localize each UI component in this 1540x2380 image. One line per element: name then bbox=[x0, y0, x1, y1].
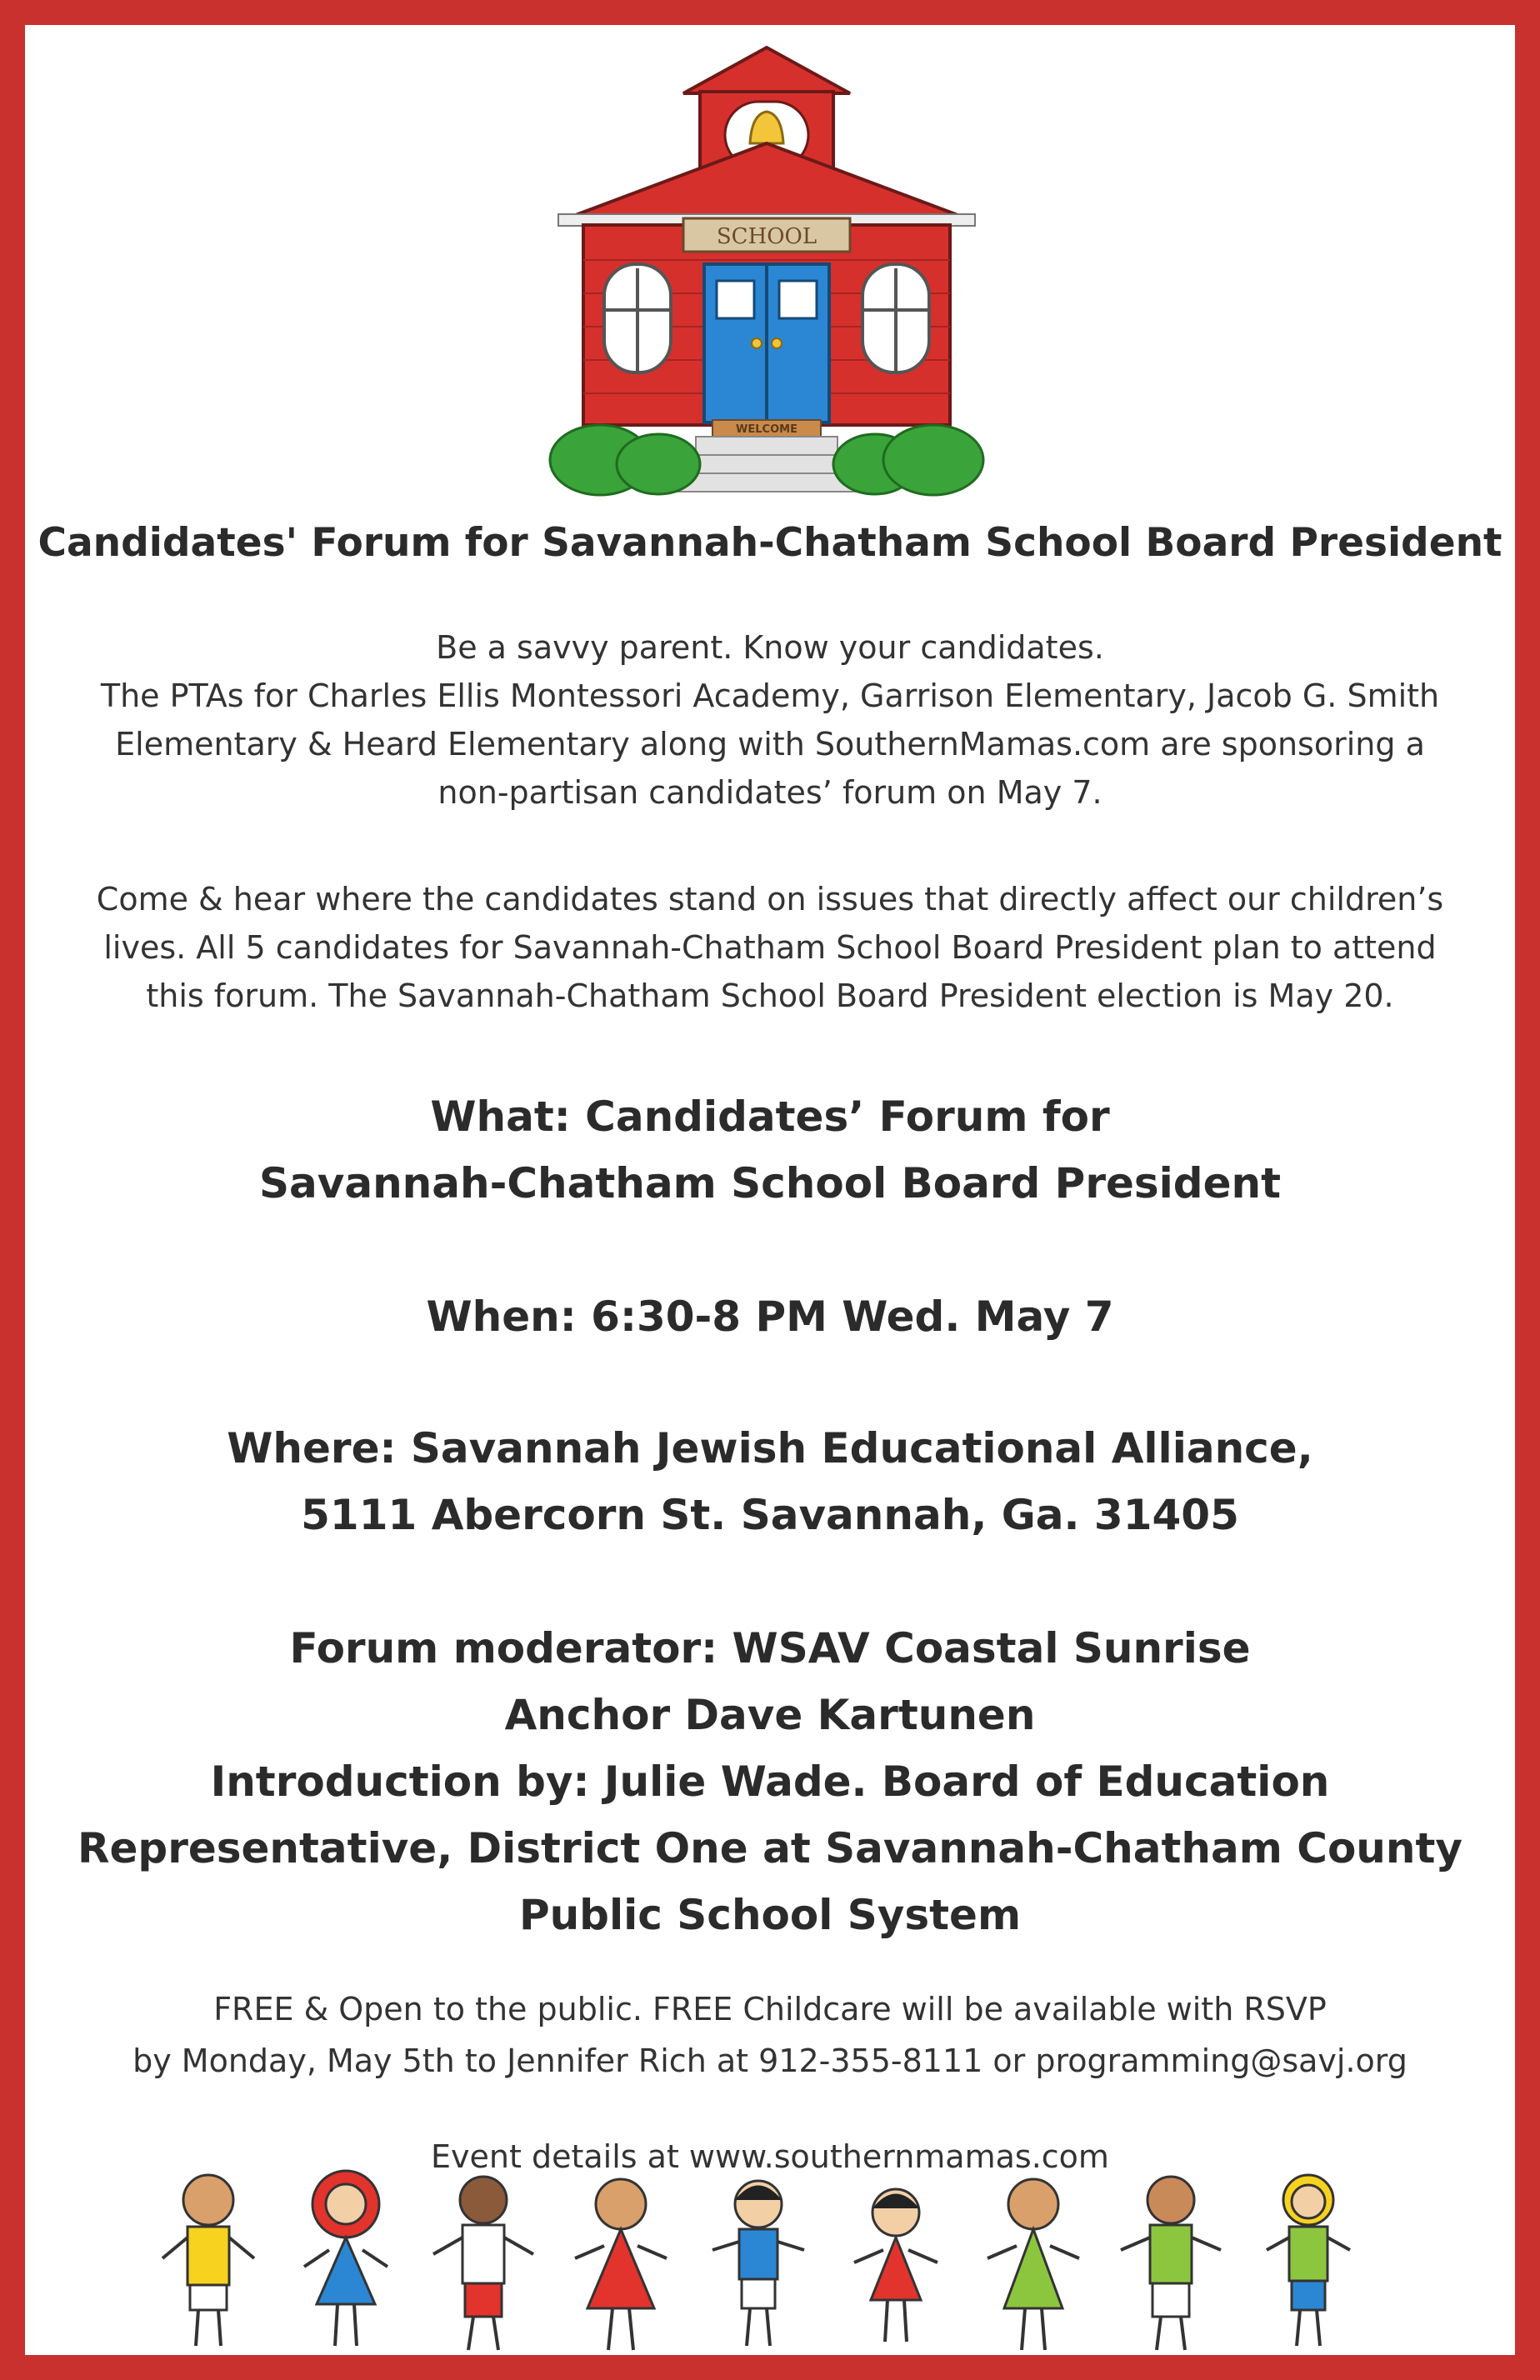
free-line-1: FREE & Open to the public. FREE Childcare will be available with RSVP bbox=[213, 1991, 1327, 2028]
free-info bbox=[25, 1983, 1515, 2087]
free-line-2: by Monday, May 5th to Jennifer Rich at 912-355-8111 or programming@savj.org bbox=[132, 2042, 1408, 2079]
intro-line: Be a savvy parent. Know your candidates. bbox=[436, 629, 1104, 666]
child-figure bbox=[304, 2171, 388, 2346]
event-details-link[interactable]: Event details at www.southernmamas.com bbox=[431, 2138, 1109, 2175]
schoolhouse-illustration bbox=[533, 43, 1000, 510]
moderator-section bbox=[25, 1615, 1515, 1948]
intro-paragraph bbox=[25, 623, 1515, 817]
what-section bbox=[25, 1083, 1515, 1217]
when-section: When: 6:30-8 PM Wed. May 7 bbox=[426, 1292, 1114, 1341]
school-sign-text: SCHOOL bbox=[716, 224, 818, 249]
child-figure bbox=[1121, 2177, 1221, 2350]
child-figure bbox=[854, 2189, 938, 2342]
what-line-1: What: Candidates’ Forum for bbox=[430, 1092, 1110, 1141]
intro-line: Elementary & Heard Elementary along with SouthernMamas.com are sponsoring a bbox=[115, 726, 1425, 762]
child-figure bbox=[162, 2175, 254, 2346]
child-figure bbox=[1267, 2175, 1350, 2346]
where-line-2: 5111 Abercorn St. Savannah, Ga. 31405 bbox=[301, 1491, 1239, 1539]
what-line-2: Savannah-Chatham School Board President bbox=[258, 1159, 1281, 1208]
where-section bbox=[25, 1415, 1515, 1548]
children-illustration bbox=[158, 2167, 1392, 2367]
moderator-line: Introduction by: Julie Wade. Board of Education bbox=[210, 1758, 1330, 1806]
welcome-mat-text: WELCOME bbox=[736, 423, 798, 436]
come-hear-paragraph bbox=[25, 875, 1515, 1020]
intro-line: The PTAs for Charles Ellis Montessori Academy, Garrison Elementary, Jacob G. Smith bbox=[100, 678, 1440, 714]
poster-content bbox=[25, 25, 1515, 2355]
moderator-line: Representative, District One at Savannah-Chatham County bbox=[77, 1824, 1462, 1872]
page-title: Candidates' Forum for Savannah-Chatham School Board President bbox=[38, 520, 1502, 566]
moderator-line: Public School System bbox=[518, 1891, 1022, 1939]
where-line-1: Where: Savannah Jewish Educational Alliance, bbox=[227, 1424, 1313, 1472]
come-line: lives. All 5 candidates for Savannah-Chatham School Board President plan to attend bbox=[103, 929, 1437, 966]
child-figure bbox=[433, 2177, 533, 2350]
come-line: this forum. The Savannah-Chatham School Board President election is May 20. bbox=[146, 978, 1394, 1014]
moderator-line: Anchor Dave Kartunen bbox=[504, 1691, 1036, 1739]
come-line: Come & hear where the candidates stand on issues that directly affect our children’s bbox=[96, 881, 1444, 918]
child-figure bbox=[575, 2179, 667, 2350]
intro-line: non-partisan candidates’ forum on May 7. bbox=[438, 774, 1102, 811]
child-figure bbox=[712, 2181, 804, 2346]
moderator-line: Forum moderator: WSAV Coastal Sunrise bbox=[289, 1624, 1251, 1672]
child-figure bbox=[988, 2179, 1079, 2350]
